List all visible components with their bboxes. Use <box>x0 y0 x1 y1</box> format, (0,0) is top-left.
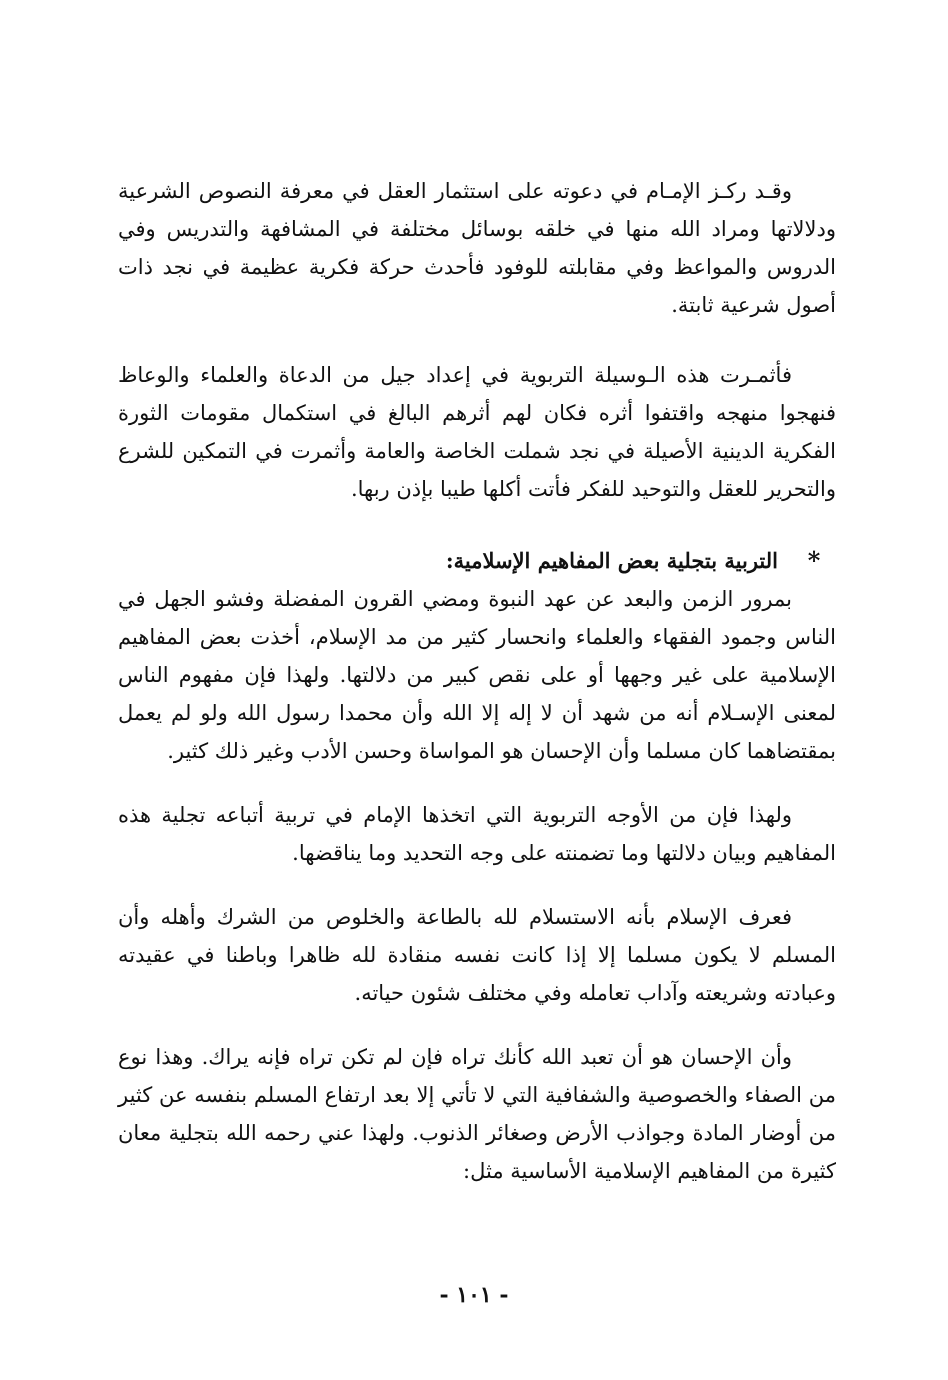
paragraph-gap <box>118 770 836 796</box>
paragraph-gap <box>118 508 836 540</box>
paragraph-5: فعرف الإسلام بأنه الاستسلام لله بالطاعة والخلوص من الشرك وأهله وأن المسلم لا يكون مسلما إلا إذا كانت نفسه منقادة لله ظاهرا وباطنا في عقيدته وعبادته وشريعته وآداب تعامله وفي مختلف شئون حياته. <box>118 905 836 1005</box>
paragraph-gap <box>118 1012 836 1038</box>
paragraph-6: وأن الإحسان هو أن تعبد الله كأنك تراه فإن لم تكن تراه فإنه يراك. وهذا نوع من الصفاء والخصوصية والشفافية التي لا تأتي إلا بعد ارتفاع المسلم بنفسه عن كثير من أوضار المادة وجواذب الأرض وصغائر الذنوب. ولهذا عني رحمه الله بتجلية معان كثيرة من المفاهيم الإسلامية الأساسية مثل: <box>118 1045 836 1183</box>
section-heading-text: التربية بتجلية بعض المفاهيم الإسلامية: <box>445 547 778 573</box>
paragraph-1: وقـد ركـز الإمـام في دعوته على استثمار العقل في معرفة النصوص الشرعية ودلالاتها ومراد الله منها في خلقه بوسائل مختلفة في المشافهة والتدريس وفي الدروس والمواعظ وفي مقابلته للوفود فأحدث حركة فكرية عظيمة في نجد ذات أصول شرعية ثابتة. <box>118 179 836 317</box>
paragraph-gap <box>118 324 836 356</box>
asterisk-bullet-icon: * <box>807 545 821 575</box>
paragraph-gap <box>118 872 836 898</box>
page-body <box>118 172 836 1190</box>
section-heading <box>118 540 836 580</box>
paragraph-2: فأثمـرت هذه الـوسيلة التربوية في إعداد جيل من الدعاة والعلماء والوعاظ فنهجوا منهجه واقتفوا أثره فكان لهم أثرهم البالغ في استكمال مقومات الثورة الفكرية الدينية الأصيلة في نجد شملت الخاصة والعامة وأثمرت في التمكين للشرع والتحرير للعقل والتوحيد للفكر فأتت أكلها طيبا بإذن ربها. <box>118 363 836 501</box>
paragraph-3: بمرور الزمن والبعد عن عهد النبوة ومضي القرون المفضلة وفشو الجهل في الناس وجمود الفقهاء والعلماء وانحسار كثير من مد الإسلام، أخذت بعض المفاهيم الإسلامية على غير وجهها أو على نقص كبير من دلالتها. ولهذا فإن مفهوم الناس لمعنى الإسـلام أنه من شهد أن لا إله إلا الله وأن محمدا رسول الله ولو لم يعمل بمقتضاهما كان مسلما وأن الإحسان هو المواساة وحسن الأدب وغير ذلك كثير. <box>118 587 836 763</box>
page-number: - ١٠١ - <box>439 1282 509 1308</box>
paragraph-4: ولهذا فإن من الأوجه التربوية التي اتخذها الإمام في تربية أتباعه تجلية هذه المفاهيم وبيان دلالتها وما تضمنته على وجه التحديد وما يناقضها. <box>118 803 836 865</box>
